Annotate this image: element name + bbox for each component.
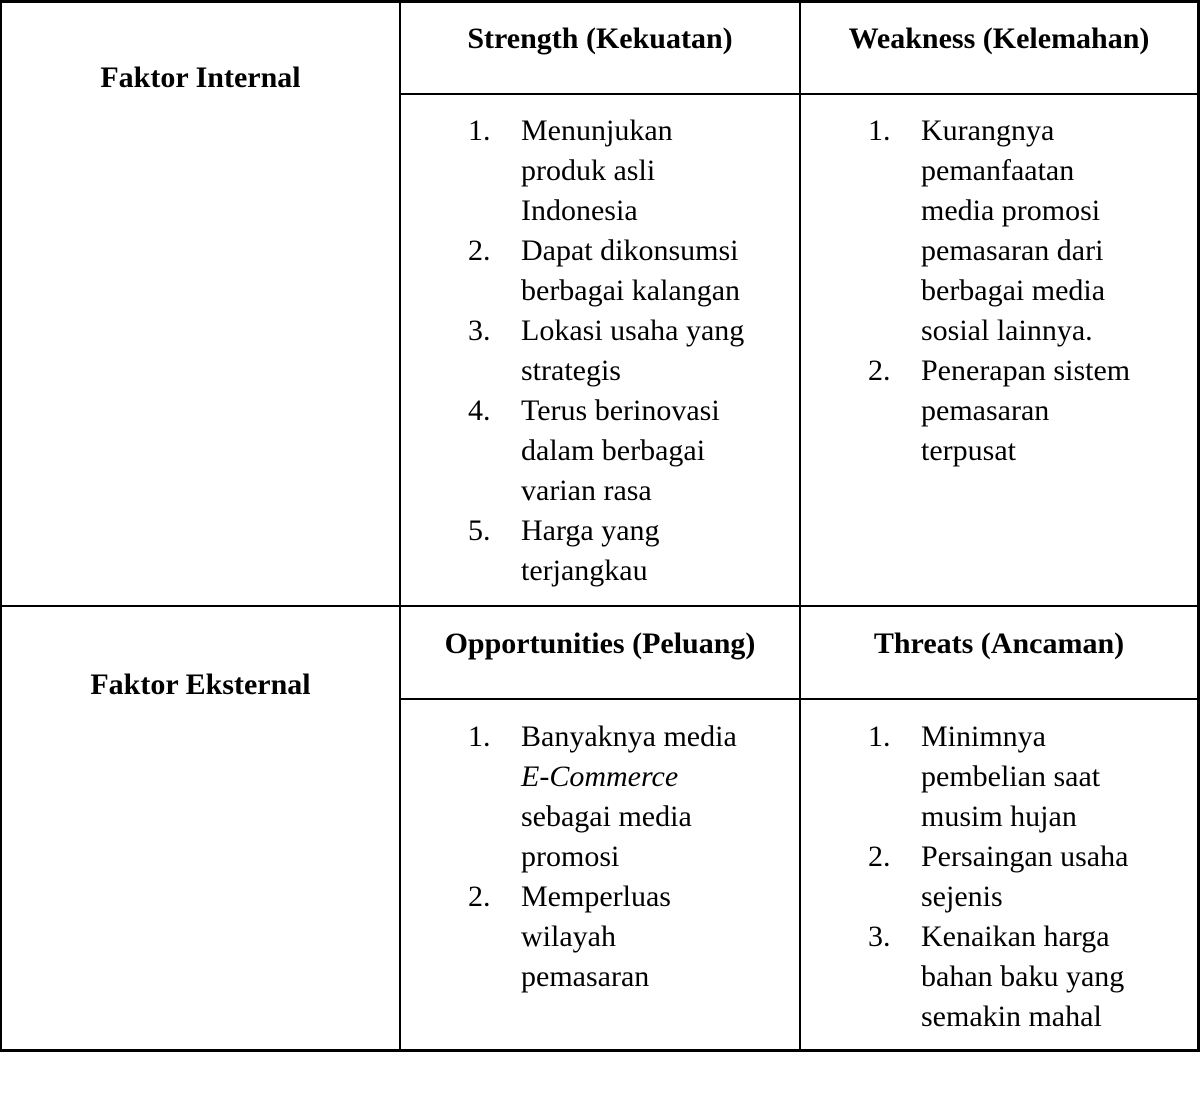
list-item-line: sebagai media: [521, 800, 692, 833]
opportunities-header: Opportunities (Peluang): [444, 627, 756, 660]
list-item: [801, 837, 1197, 917]
strength-list-cell: [401, 111, 799, 591]
list-item-line: strategis: [521, 354, 621, 387]
list-number: 2.: [868, 840, 891, 873]
list-number: 1.: [868, 114, 891, 147]
border-bottom: [0, 1049, 1200, 1052]
list-item-line: Menunjukan: [521, 114, 673, 147]
opportunities-list-cell: [401, 717, 799, 997]
list-item-line: berbagai media: [921, 274, 1106, 307]
list-item: [401, 717, 799, 877]
threats-header: Threats (Ancaman): [873, 627, 1125, 660]
list-item-line: Lokasi usaha yang: [521, 314, 745, 347]
list-number: 3.: [468, 314, 491, 347]
opportunities-list: [401, 717, 799, 997]
list-item: [801, 917, 1197, 1037]
list-item-line: Persaingan usaha: [921, 840, 1129, 873]
list-item-line: E-Commerce: [521, 760, 679, 793]
list-item: [401, 511, 799, 591]
list-item-line: pembelian saat: [921, 760, 1101, 793]
list-item-line: pemasaran: [921, 394, 1050, 427]
list-item-line: terpusat: [921, 434, 1016, 467]
divider-section: [0, 605, 1200, 607]
list-item: [401, 391, 799, 511]
list-item-line: Memperluas: [521, 880, 671, 913]
list-item-line: Kenaikan harga: [921, 920, 1110, 953]
list-item-line: musim hujan: [921, 800, 1077, 833]
factor-internal-label: Faktor Internal: [100, 61, 301, 94]
list-item-line: sosial lainnya.: [921, 314, 1093, 347]
list-item: [801, 351, 1197, 471]
list-item: [401, 231, 799, 311]
threats-list: [801, 717, 1197, 1037]
weakness-list-cell: [801, 111, 1197, 471]
list-item-line: Banyaknya media: [521, 720, 737, 753]
list-number: 4.: [468, 394, 491, 427]
list-item-line: Kurangnya: [921, 114, 1055, 147]
list-item-line: pemasaran dari: [921, 234, 1104, 267]
list-item-line: dalam berbagai: [521, 434, 706, 467]
list-item-line: pemasaran: [521, 960, 650, 993]
weakness-list: [801, 111, 1197, 471]
list-item-line: sejenis: [921, 880, 1003, 913]
list-item-line: Harga yang: [521, 514, 660, 547]
list-number: 2.: [868, 354, 891, 387]
list-item-line: Minimnya: [921, 720, 1046, 753]
strength-header: Strength (Kekuatan): [467, 22, 733, 55]
list-item: [801, 717, 1197, 837]
weakness-header: Weakness (Kelemahan): [848, 22, 1150, 55]
list-item-line: pemanfaatan: [921, 154, 1075, 187]
list-number: 5.: [468, 514, 491, 547]
strength-list: [401, 111, 799, 591]
list-item-line: terjangkau: [521, 554, 648, 587]
divider-external-header: [400, 698, 1200, 700]
border-left: [0, 0, 2, 1052]
list-item: [401, 311, 799, 391]
list-item: [401, 111, 799, 231]
factor-external-label: Faktor Eksternal: [90, 668, 311, 701]
list-item-line: produk asli: [521, 154, 656, 187]
list-number: 1.: [868, 720, 891, 753]
list-number: 2.: [468, 880, 491, 913]
list-item-line: Dapat dikonsumsi: [521, 234, 739, 267]
list-number: 2.: [468, 234, 491, 267]
list-number: 1.: [468, 114, 491, 147]
list-item-line: Penerapan sistem: [921, 354, 1131, 387]
list-item: [801, 111, 1197, 351]
threats-list-cell: [801, 717, 1197, 1037]
list-item-line: media promosi: [921, 194, 1101, 227]
list-item-line: Indonesia: [521, 194, 638, 227]
list-item-line: Terus berinovasi: [521, 394, 720, 427]
list-item-line: berbagai kalangan: [521, 274, 741, 307]
list-number: 3.: [868, 920, 891, 953]
list-item-line: varian rasa: [521, 474, 652, 507]
list-item-line: bahan baku yang: [921, 960, 1125, 993]
list-item-line: wilayah: [521, 920, 616, 953]
divider-internal-header: [400, 93, 1200, 95]
list-item-line: semakin mahal: [921, 1000, 1102, 1033]
list-item-line: promosi: [521, 840, 620, 873]
list-item: [401, 877, 799, 997]
list-number: 1.: [468, 720, 491, 753]
